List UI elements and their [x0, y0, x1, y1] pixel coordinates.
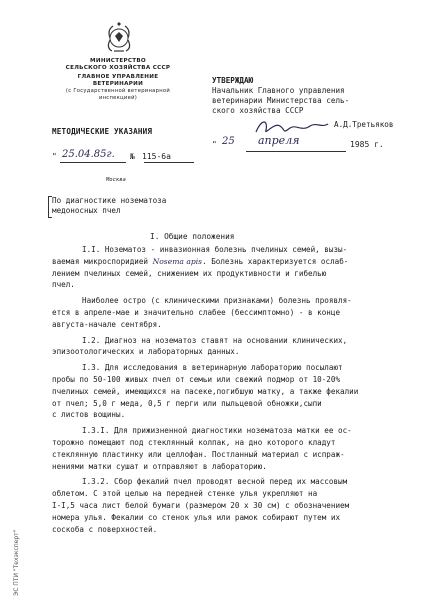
month-underline	[246, 151, 346, 152]
text-line: I.3.I. Для прижизненной диагностики нозематоза матки ее ос-	[82, 426, 352, 436]
text-line: I.2. Диагноз на нозематоз ставят на основании клинических,	[82, 335, 348, 345]
document-number: 115-6а	[142, 152, 171, 161]
approval-block	[212, 76, 402, 149]
section-title: I. Общие положения	[150, 232, 235, 241]
watermark-text: ЭС ПТИ "Техэксперт"	[13, 529, 20, 596]
text-line: соскоба с поверхностей.	[52, 524, 158, 534]
document-number-line	[52, 149, 212, 166]
text-line: I-I,5 часа лист белой бумаги (размером 20 х 30 см) с обозначением	[52, 500, 350, 510]
text-line: номера улья. Фекалии со стенок улья или рамок собирают путем их	[52, 512, 341, 522]
city: Москва	[106, 177, 126, 183]
ministry-block	[62, 58, 174, 102]
date-underline	[60, 162, 126, 163]
text-line: пробы по 50-100 живых пчел от семьи или свежий подмор от 10-20%	[52, 374, 341, 384]
paragraph	[52, 295, 392, 330]
document-type: МЕТОДИЧЕСКИЕ УКАЗАНИЯ	[52, 127, 153, 136]
signatory-name: А.Д.Третьяков	[334, 120, 394, 129]
text-line: облетом. С этой целью на передней стенке улья укрепляют на	[52, 489, 318, 499]
approval-stamp: УТВЕРЖДАЮ	[212, 76, 254, 85]
text-line: нениями матки сушат и отправляют в лабораторию.	[52, 461, 267, 471]
org-line: ВЕТЕРИНАРИИ	[92, 81, 144, 87]
handwritten-date: 25.04.85г.	[62, 149, 115, 160]
state-emblem-icon	[102, 22, 136, 56]
ministry-line: СЕЛЬСКОГО ХОЗЯЙСТВА СССР	[65, 65, 171, 71]
subject-line: медоносных пчел	[52, 206, 121, 215]
text-line: с листов вощины.	[52, 410, 126, 420]
org-line: инспекцией)	[98, 95, 138, 101]
org-line: (с Государственной ветеринарной	[65, 88, 171, 94]
text-line: торожно помещают под стеклянный колпак, на дно которого кладут	[52, 437, 336, 447]
approval-date	[212, 134, 412, 154]
ministry-line: МИНИСТЕРСТВО	[90, 58, 146, 64]
paragraph	[52, 425, 392, 472]
text-line: . Болезнь характеризуется ослаб-	[202, 256, 349, 266]
paragraph	[52, 362, 392, 421]
document-subject	[52, 196, 166, 216]
text-line: от пчел; 5,0 г меда, 0,5 г перги или пыльцевой обножки,сыпи	[52, 398, 322, 408]
text-line: лением пчелиных семей, снижением их продуктивности и гибелью	[52, 268, 327, 278]
subject-bracket	[48, 196, 52, 218]
text-line: I.3. Для исследования в ветеринарную лабораторию посылают	[82, 363, 343, 373]
number-label: №	[130, 152, 135, 161]
paragraph	[52, 335, 392, 359]
watermark-vertical	[4, 500, 20, 596]
date-quote: "	[52, 152, 57, 161]
paragraph	[52, 476, 392, 535]
approval-day: 25	[222, 136, 235, 147]
text-line: I.3.2. Сбор фекалий пчел проводят весной перед их массовым	[82, 477, 348, 487]
handwritten-term: Nosema apis	[152, 256, 203, 266]
text-line: августа-начале сентября.	[52, 319, 162, 329]
approval-year: 1985 г.	[350, 140, 384, 149]
text-line: I.I. Нозематоз - инвазионная болезнь пчелиных семей, вызы-	[82, 245, 348, 254]
text-line: эпизоотологических и лабораторных данных.	[52, 347, 240, 357]
document-body	[52, 244, 392, 535]
text-line: ется в апреле-мае и значительно слабее (бессимптомно) - в конце	[52, 307, 341, 317]
text-line: пчел.	[52, 280, 75, 290]
approval-line: ского хозяйства СССР	[212, 106, 304, 115]
approval-line: ветеринарии Министерства сель-	[212, 96, 350, 105]
text-line: стеклянную пластинку или целлофан. Постланный материал с испраж-	[52, 449, 345, 459]
text-line: пчелиных семей, имеющихся на пасеке,погибшую матку, а также фекалии	[52, 386, 359, 396]
text-line: Наиболее остро (с клиническими признаками) болезнь проявля-	[82, 296, 352, 306]
text-line: ваемая микроспоридией	[52, 256, 153, 266]
approval-line: Начальник Главного управления	[212, 86, 345, 95]
date-quote: "	[212, 140, 217, 149]
approval-month: апреля	[258, 134, 300, 147]
org-line: ГЛАВНОЕ УПРАВЛЕНИЕ	[77, 74, 159, 80]
subject-line: По диагностике нозематоза	[52, 196, 167, 205]
number-underline	[144, 162, 194, 163]
paragraph	[52, 244, 392, 291]
